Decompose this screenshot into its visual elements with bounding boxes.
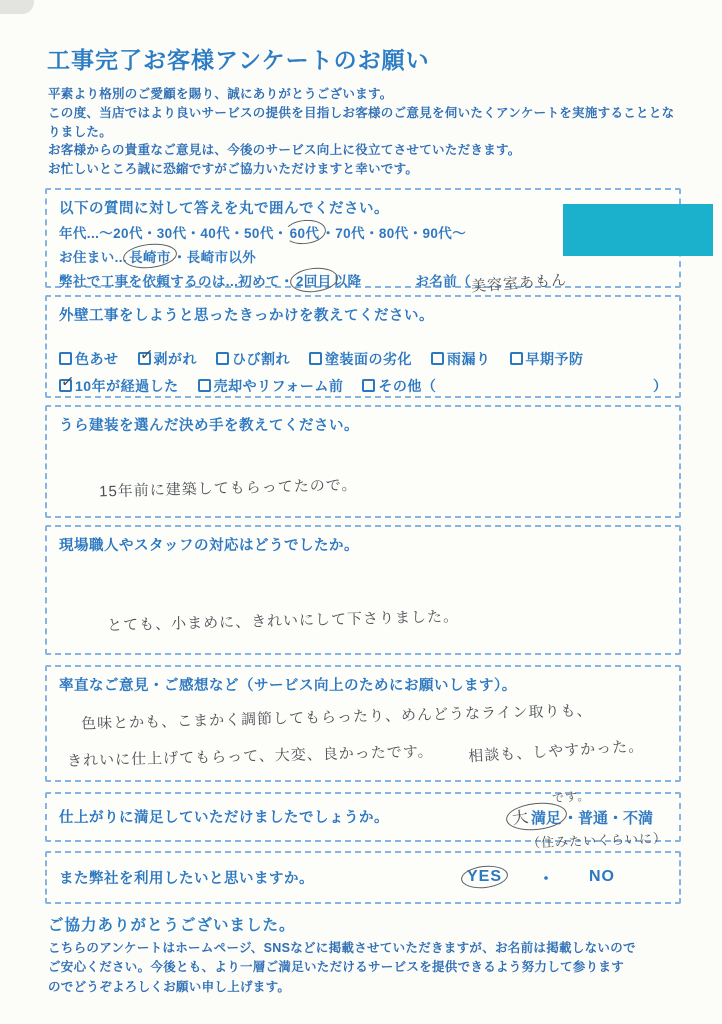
name-redaction-rectangle bbox=[563, 204, 713, 256]
intro-line: この度、当店ではより良いサービスの提供を目指しお客様のご意見を伺いたくアンケートを実施することとなりました。 bbox=[48, 105, 675, 139]
page-title: 工事完了お客様アンケートのお願い bbox=[47, 47, 430, 73]
checkbox-unchecked-icon bbox=[59, 352, 72, 365]
reason-box-title: 外壁工事をしようと思ったきっかけを教えてください。 bbox=[59, 307, 434, 324]
handwritten-answer-decision: 15年前に建築してもらってたので。 bbox=[98, 476, 358, 501]
satisfaction-options-rest: ・普通・不満 bbox=[562, 810, 653, 828]
age-options: 年代...～20代・30代・40代・50代・ bbox=[59, 225, 288, 241]
yes-no-separator: ・ bbox=[537, 870, 555, 888]
checkbox-unchecked-icon bbox=[198, 379, 211, 392]
option-hibiware: ひび割れ bbox=[216, 349, 290, 369]
intro-line: 平素より格別のご愛顧を賜り、誠にありがとうございます。 bbox=[48, 87, 393, 101]
reason-options-row-2 bbox=[59, 373, 667, 396]
footer-line: のでどうぞよろしくお願い申し上げます。 bbox=[48, 979, 291, 994]
age-options: ・70代・80代・90代～ bbox=[321, 225, 467, 241]
circled-answer-age bbox=[288, 222, 322, 242]
satisfaction-answer bbox=[510, 788, 668, 851]
checkbox-unchecked-icon bbox=[216, 352, 229, 365]
handwritten-answer-staff: とても、小まめに、きれいにして下さりました。 bbox=[106, 607, 460, 635]
footer bbox=[48, 913, 681, 997]
use-again-box bbox=[45, 851, 681, 904]
renovation-reason-box bbox=[45, 295, 681, 398]
circled-answer-repeat bbox=[294, 270, 334, 290]
profile-box-title: 以下の質問に対して答えを丸で囲んでください。 bbox=[59, 200, 389, 217]
scan-artifact bbox=[0, 0, 34, 14]
checkbox-checked-icon bbox=[138, 346, 155, 365]
handwritten-name: 美容室あもん bbox=[470, 271, 568, 296]
option-10nen: ✓ 10年が経過した bbox=[60, 373, 179, 394]
check-mark: ✓ bbox=[138, 346, 155, 365]
residence-options: ・長崎市以外 bbox=[172, 249, 257, 265]
check-mark: ✓ bbox=[60, 373, 77, 392]
checkbox-unchecked-icon bbox=[309, 352, 322, 365]
intro-line: お客様からの貴重なご意見は、今後のサービス向上に役立てさせていただきます。 bbox=[48, 143, 521, 158]
use-again-box-title: また弊社を利用したいと思いますか。 bbox=[59, 870, 314, 887]
feedback-side-note: 相談も、しやすかった。 bbox=[467, 737, 645, 766]
footer-line: こちらのアンケートはホームページ、SNSなどに掲載させていただきますが、お名前は掲載しないので bbox=[48, 940, 636, 955]
option-hagare: ✓ 剥がれ bbox=[138, 346, 197, 367]
circled-answer-residence bbox=[127, 246, 173, 266]
other-close-paren: ） bbox=[653, 377, 667, 394]
satisfaction-box bbox=[45, 788, 681, 851]
circled-answer-yes bbox=[465, 868, 504, 886]
residence-label: お住まい... bbox=[59, 249, 128, 265]
repeat-label: 弊社で工事を依頼するのは...初めて・ bbox=[59, 273, 294, 289]
age-circled-value: 60代 bbox=[289, 225, 320, 241]
option-baikyaku: 売却やリフォーム前 bbox=[198, 376, 344, 396]
handwritten-sumitai-note: （住みたいくらいに） bbox=[526, 830, 668, 851]
thanks-heading: ご協力ありがとうございました。 bbox=[48, 916, 296, 934]
circled-answer-satisfaction bbox=[510, 805, 563, 828]
no-option: NO bbox=[589, 868, 615, 886]
staff-response-box bbox=[45, 525, 681, 655]
checkbox-checked-icon bbox=[59, 373, 77, 392]
footer-line: ご安心ください。今後とも、より一層ご満足いただけるサービスを提供できるよう努力して参ります bbox=[48, 960, 625, 975]
repeat-options: 以降 bbox=[333, 273, 362, 289]
option-sonota: その他（ bbox=[362, 376, 436, 396]
name-field-label: お名前（ bbox=[415, 273, 471, 289]
feedback-line2-text: きれいに仕上げてもらって、大変、良かったです。 bbox=[66, 743, 434, 770]
decision-box-title: うら建装を選んだ決め手を教えてください。 bbox=[59, 417, 359, 434]
feedback-box bbox=[45, 665, 681, 782]
yes-option: YES bbox=[466, 868, 502, 886]
checkbox-unchecked-icon bbox=[362, 379, 375, 392]
repeat-circled-value: 2回目 bbox=[295, 273, 332, 289]
checkbox-unchecked-icon bbox=[510, 352, 523, 365]
satisfaction-option-first: 満足 bbox=[530, 810, 561, 828]
handwritten-feedback-line1: 色味とかも、こまかく調節してもらったり、めんどうなライン取りも、 bbox=[80, 702, 593, 733]
reason-options-row-1 bbox=[59, 346, 667, 369]
intro-paragraph bbox=[48, 85, 681, 179]
option-iroase: 色あせ bbox=[59, 349, 119, 369]
feedback-box-title: 率直なご意見・ご感想など（サービス向上のためにお願いします）。 bbox=[59, 677, 517, 694]
option-amamori: 雨漏り bbox=[431, 349, 491, 369]
satisfaction-box-title: 仕上がりに満足していただけましたでしょうか。 bbox=[59, 810, 389, 827]
checkbox-unchecked-icon bbox=[431, 352, 444, 365]
handwritten-dai: 大 bbox=[511, 809, 531, 829]
option-tosomen: 塗装面の劣化 bbox=[309, 349, 412, 369]
intro-line: お忙しいところ誠に恐縮ですがご協力いただけますと幸いです。 bbox=[48, 162, 419, 176]
option-soki-yobo: 早期予防 bbox=[510, 349, 584, 369]
repeat-customer-line bbox=[59, 270, 667, 296]
yes-no-answer bbox=[465, 866, 615, 889]
handwritten-desu-note: です。 bbox=[551, 788, 591, 806]
residence-circled-value: 長崎市 bbox=[129, 249, 171, 265]
staff-box-title: 現場職人やスタッフの対応はどうでしたか。 bbox=[59, 537, 359, 554]
decision-factor-box bbox=[45, 405, 681, 518]
handwritten-feedback-line2 bbox=[67, 734, 667, 771]
